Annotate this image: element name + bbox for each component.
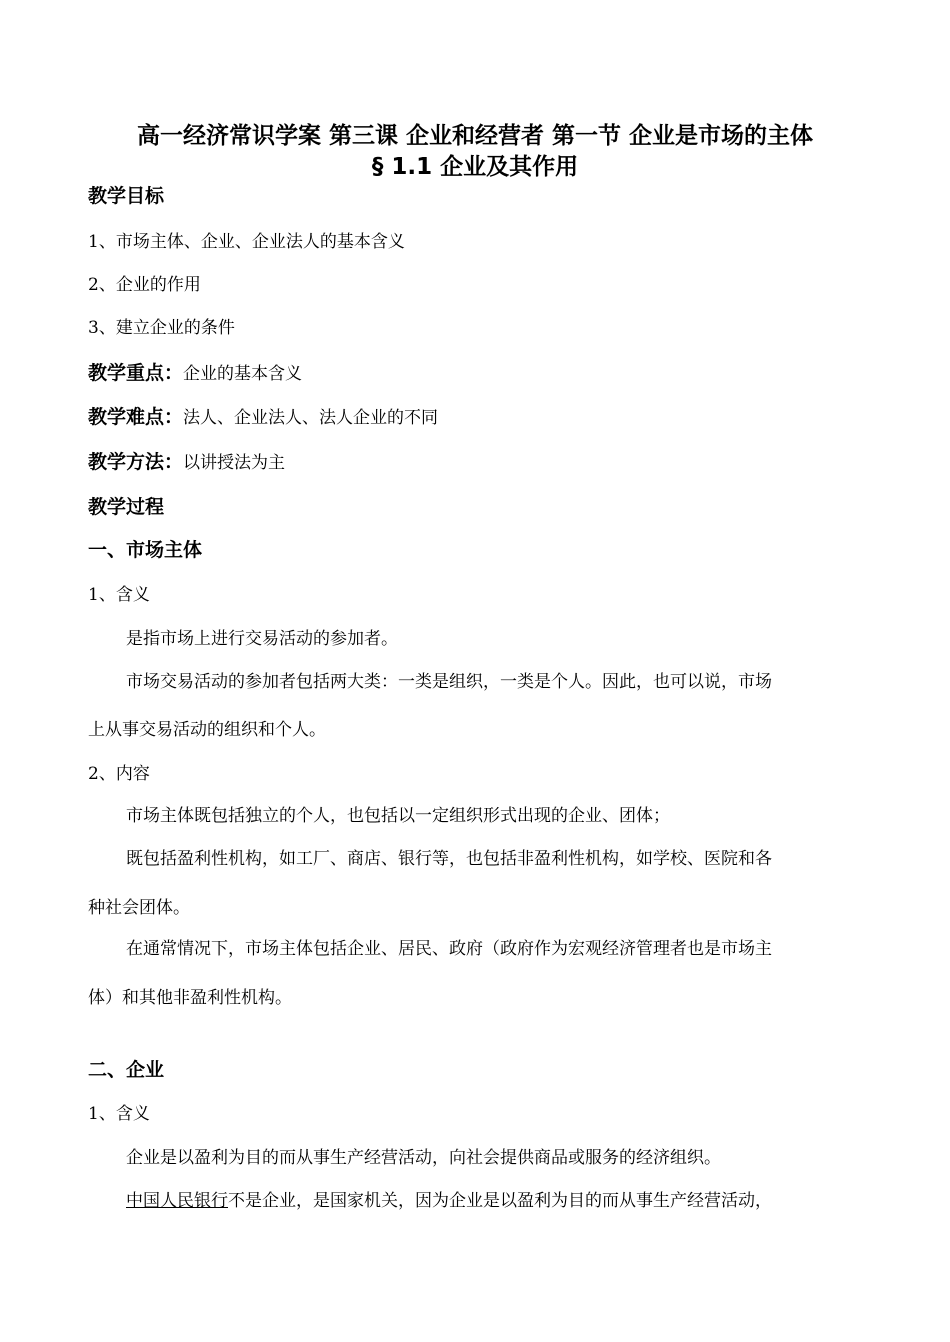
key-point-label: 教学重点： xyxy=(88,362,184,384)
document-title-line1: 高一经济常识学案 第三课 企业和经营者 第一节 企业是市场的主体 xyxy=(136,123,814,149)
section2-meaning-label: 1、含义 xyxy=(88,1104,150,1124)
goal-item: 1、市场主体、企业、企业法人的基本含义 xyxy=(88,232,405,252)
section1-meaning-p2-line1: 市场交易活动的参加者包括两大类：一类是组织，一类是个人。因此，也可以说，市场 xyxy=(126,672,772,692)
section1-meaning-label: 1、含义 xyxy=(88,585,150,605)
goal-item: 3、建立企业的条件 xyxy=(88,318,235,338)
section2-meaning-p2 xyxy=(126,1189,772,1213)
difficulty-row xyxy=(88,405,438,430)
key-point-text: 企业的基本含义 xyxy=(183,364,303,384)
section1-meaning-p2-line2: 上从事交易活动的组织和个人。 xyxy=(88,720,326,740)
section1-content-p3-line2: 体）和其他非盈利性机构。 xyxy=(88,988,292,1008)
section2-heading: 二、企业 xyxy=(88,1059,165,1081)
section1-content-label: 2、内容 xyxy=(88,764,150,784)
difficulty-text: 法人、企业法人、法人企业的不同 xyxy=(183,408,439,428)
key-point-row xyxy=(88,361,302,386)
section1-content-p2-line2: 种社会团体。 xyxy=(88,898,190,918)
method-row xyxy=(88,450,285,475)
goals-heading: 教学目标 xyxy=(88,185,165,207)
section1-content-p3-line1: 在通常情况下，市场主体包括企业、居民、政府（政府作为宏观经济管理者也是市场主 xyxy=(126,939,772,959)
section1-content-p2-line1: 既包括盈利性机构，如工厂、商店、银行等，也包括非盈利性机构，如学校、医院和各 xyxy=(126,849,772,869)
method-text: 以讲授法为主 xyxy=(183,453,286,473)
process-heading: 教学过程 xyxy=(88,496,165,518)
section1-meaning-p1: 是指市场上进行交易活动的参加者。 xyxy=(126,629,398,649)
goal-item: 2、企业的作用 xyxy=(88,275,201,295)
section1-content-p1: 市场主体既包括独立的个人，也包括以一定组织形式出现的企业、团体； xyxy=(126,806,670,826)
section2-meaning-p1: 企业是以盈利为目的而从事生产经营活动，向社会提供商品或服务的经济组织。 xyxy=(126,1148,721,1168)
method-label: 教学方法： xyxy=(88,451,184,473)
section1-heading: 一、市场主体 xyxy=(88,539,203,561)
section2-meaning-p2-rest: 不是企业，是国家机关，因为企业是以盈利为目的而从事生产经营活动， xyxy=(228,1191,772,1211)
difficulty-label: 教学难点： xyxy=(88,406,184,428)
document-title-line2: § 1.1 企业及其作用 xyxy=(371,154,579,180)
underlined-term: 中国人民银行 xyxy=(126,1191,228,1211)
